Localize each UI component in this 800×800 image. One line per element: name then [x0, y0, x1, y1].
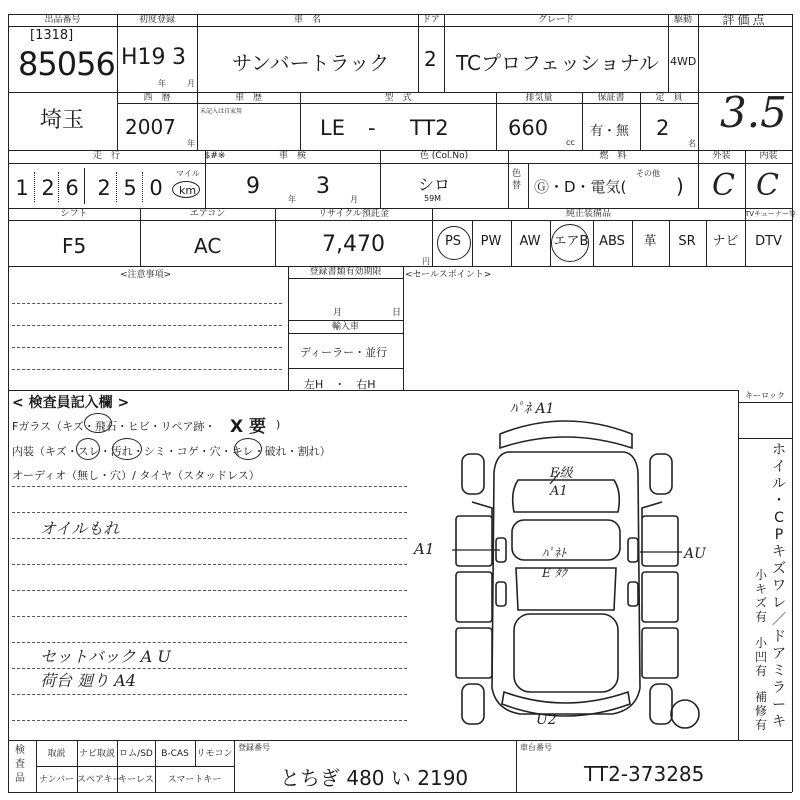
model-year: 2007 — [125, 115, 176, 139]
diagram-right-mark: AU — [684, 546, 706, 562]
license-plate: とちぎ 480 い 2190 — [280, 766, 469, 790]
diagram-windshield-mark: E级 — [550, 466, 573, 481]
first-reg-era: H19 — [121, 45, 166, 70]
mileage-digit: 1 — [15, 176, 29, 200]
car-damage-diagram — [400, 392, 738, 740]
sales-point-label: <セールスポイント> — [405, 270, 492, 280]
lot-number: 85056 — [18, 45, 115, 83]
air-conditioner: AC — [194, 234, 222, 258]
rule-footer-top — [8, 740, 792, 741]
caution-label: <注意事項> — [120, 270, 172, 280]
shift: F5 — [62, 234, 87, 258]
doc-expiry-label: 登録書類有効期限 — [309, 267, 382, 277]
exterior-grade: C — [712, 168, 735, 203]
color-no: 59M — [424, 194, 442, 203]
car-name-label: 車 名 — [293, 15, 321, 25]
inspection-year: 9 — [246, 174, 260, 199]
equip-aw: AW — [519, 234, 541, 249]
keylock-label: キーロック — [745, 391, 785, 400]
interior-line: 内装（キズ・スレ・汚れ・シミ・コゲ・穴・キレ・破れ・割れ） — [12, 445, 331, 458]
repaint-label: 色替 — [512, 169, 522, 191]
grade-label: グレード — [537, 15, 574, 25]
km-selected-circle — [172, 181, 200, 198]
handwritten-setback: セットバック A U — [40, 647, 171, 666]
equip-abs: ABS — [599, 234, 625, 249]
score-label: 評価点 — [722, 13, 768, 27]
model-code: TT2 — [410, 116, 449, 140]
mile-label: マイル — [176, 169, 200, 178]
equip-navi: ナビ — [712, 234, 739, 249]
first-reg-label: 初度登録 — [138, 15, 175, 25]
mileage-digit: 2 — [97, 176, 111, 200]
fuel: Ⓖ・D・電気( — [534, 178, 627, 196]
mileage-digit: 5 — [123, 176, 137, 200]
model-prefix: LE — [320, 116, 345, 140]
chassis-number: TT2-373285 — [584, 762, 705, 786]
equip-ps: PS — [444, 234, 462, 249]
equip-pw: PW — [480, 234, 502, 249]
audio-tire-line: オーディオ（無し・穴）/ タイヤ（スタッドレス） — [12, 469, 260, 482]
inspection-month: 3 — [316, 174, 330, 199]
stain-circle — [112, 438, 142, 460]
equip-tv: DTV — [755, 234, 782, 249]
diagram-roof-mark-1: ﾊﾟﾈﾄ — [542, 546, 567, 560]
drive: 4WD — [670, 55, 697, 68]
border-right — [792, 14, 793, 792]
diagram-roof-mark-2: E ﾀｸ — [542, 566, 567, 580]
diagram-left-mark: A1 — [414, 540, 435, 558]
handwritten-oil-leak: オイルもれ — [40, 519, 120, 538]
plate-label: 登録番号 — [238, 743, 270, 752]
handwritten-bed: 荷台 廻り A4 — [40, 671, 136, 690]
fglass-line: Fガラス（キズ・飛石・ヒビ・リペア跡・ — [12, 420, 216, 433]
score: 3.5 — [720, 88, 787, 137]
interior-grade: C — [756, 168, 779, 203]
warranty: 有・無 — [590, 124, 630, 139]
color: シロ — [418, 175, 451, 194]
equip-leather: 革 — [643, 234, 657, 249]
equip-sunroof: SR — [678, 234, 696, 249]
car-name: サンバートラック — [232, 51, 390, 75]
recycle-fee: 7,470 — [322, 232, 385, 257]
mileage-digit: 0 — [149, 176, 163, 200]
lot-label: 出品番号 — [44, 15, 81, 25]
diagram-front-mark: ﾊﾟﾈ A1 — [510, 401, 555, 417]
stone-chip-circle — [84, 413, 112, 433]
chassis-label: 車台番号 — [520, 743, 552, 752]
doors-label: ドア — [422, 15, 440, 25]
first-reg-month: 3 — [172, 45, 186, 70]
inspect-label: 検査品 — [15, 745, 25, 784]
tear-circle — [234, 438, 262, 460]
inspector-title: < 検査員記入欄 > — [12, 395, 130, 411]
mileage-digit: 2 — [41, 176, 55, 200]
history-note: 未記入は自家用 — [200, 108, 243, 115]
border-left — [8, 14, 9, 792]
dealer-option: ディーラー・並行 — [300, 346, 388, 359]
capacity: 2 — [656, 116, 670, 140]
displacement: 660 — [508, 116, 549, 140]
km-label: km — [179, 184, 197, 197]
scuff-circle — [76, 438, 100, 460]
mileage-digit: 6 — [65, 176, 79, 200]
grade: TCプロフェッショナル — [456, 51, 659, 75]
region: 埼玉 — [40, 108, 85, 133]
fglass-mark: X 要 — [230, 417, 267, 437]
doors: 2 — [424, 47, 437, 71]
equip-airbag-circle — [551, 224, 589, 262]
diagram-rear-mark: U2 — [536, 712, 557, 728]
lot-tag: [1318] — [30, 28, 74, 43]
equip-ps-circle — [437, 226, 471, 260]
equip-airbag: エアB — [553, 234, 589, 249]
border-bottom — [8, 792, 792, 793]
drive-label: 駆動 — [673, 15, 692, 25]
diagram-hood-mark: A1 — [550, 484, 568, 499]
handle-option: 左H ・ 右H — [304, 378, 376, 391]
